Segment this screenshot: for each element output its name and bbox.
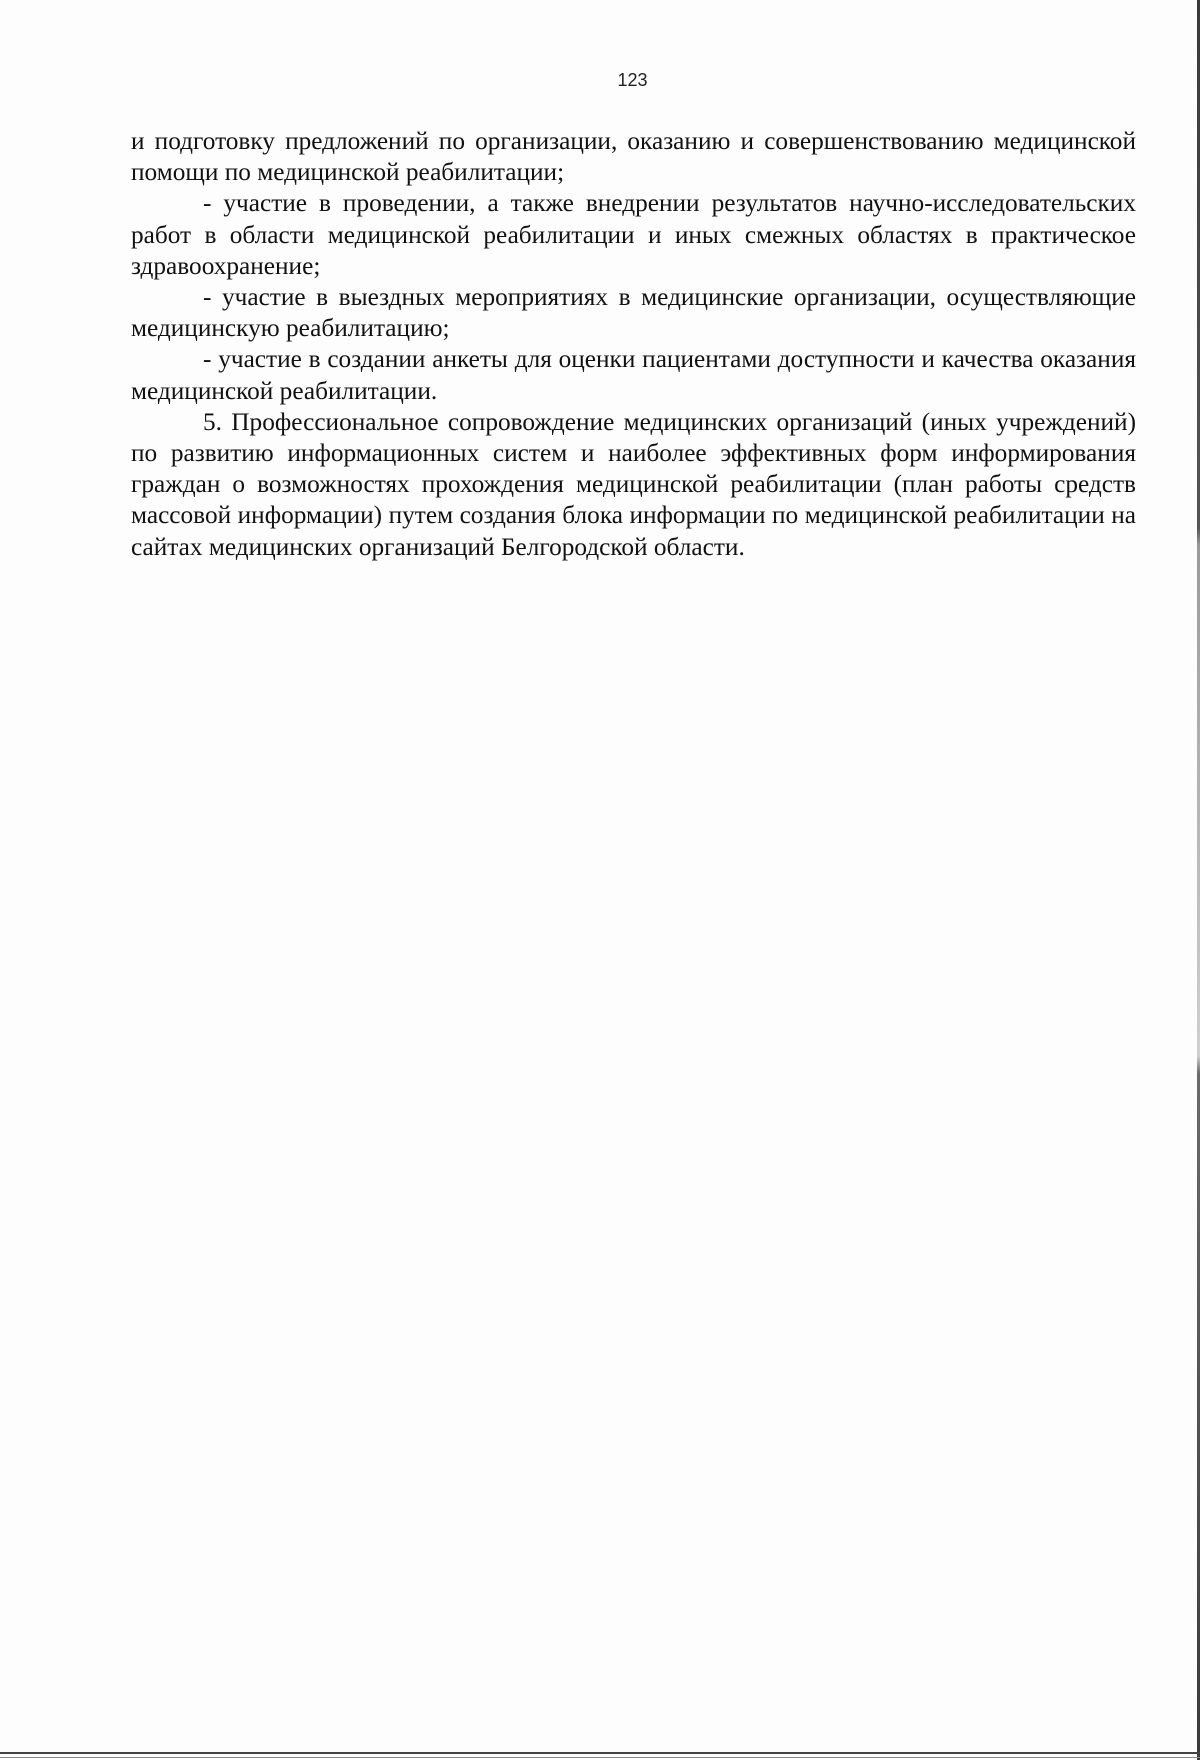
scan-edge-bottom (0, 1752, 1200, 1754)
list-item-research-participation: - участие в проведении, а также внедрении результатов научно-исследовательских работ в области медицинской реабилитации и иных смежных областях в практическое здравоохранение; (131, 189, 1136, 280)
page-number: 123 (617, 70, 648, 90)
list-item-field-events: - участие в выездных мероприятиях в медицинские организации, осуществляющие медицинскую реабилитацию; (131, 283, 1136, 343)
list-item-questionnaire: - участие в создании анкеты для оценки пациентами доступности и качества оказания медицинской реабилитации. (131, 345, 1136, 405)
body-text (131, 126, 1136, 563)
numbered-item-5: 5. Профессиональное сопровождение медицинских организаций (иных учреждений) по развитию информационных систем и наиболее эффективных форм информирования граждан о возможностях прохождения медицинской реабилитации (план работы средств массовой информации) путем создания блока информации по медицинской реабилитации на сайтах медицинских организаций Белгородской области. (131, 407, 1136, 561)
scan-edge-bottom-secondary (0, 1757, 1200, 1758)
paragraph-continuation: и подготовку предложений по организации, оказанию и совершенствованию медицинской помощи по медицинской реабилитации; (131, 127, 1136, 187)
